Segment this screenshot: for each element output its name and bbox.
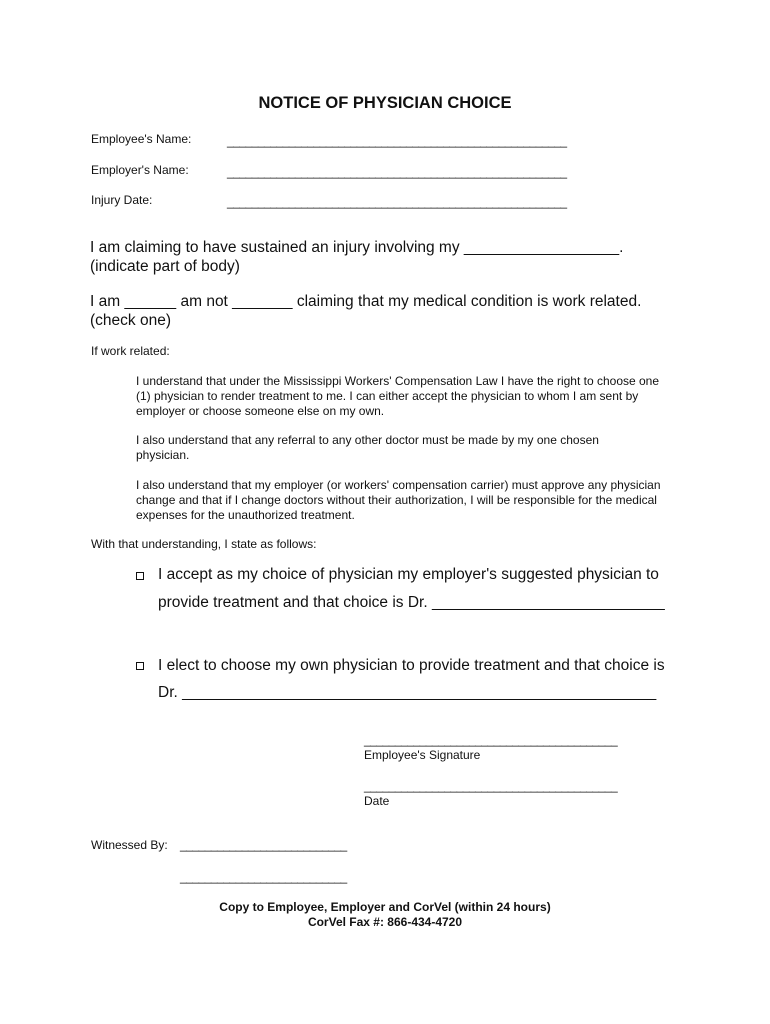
elect-option-line1: I elect to choose my own physician to provide treatment and that choice is [158,657,665,674]
with-understanding-text: With that understanding, I state as follows: [91,537,317,551]
claim-hint: (check one) [90,312,171,329]
claim-statement: I am ______ am not _______ claiming that my medical condition is work related. [90,293,642,310]
elect-option-line2: Dr. _______________________________________________________ [158,684,657,701]
employee-name-label: Employee's Name: [91,132,192,146]
employer-name-label: Employer's Name: [91,163,189,177]
document-title: NOTICE OF PHYSICIAN CHOICE [258,94,512,112]
witness-line-2[interactable]: ___________________________ [180,870,347,884]
employer-name-field[interactable]: _______________________________________________________ [227,165,567,179]
footer-copy-instructions: Copy to Employee, Employer and CorVel (within 24 hours) [219,900,551,914]
if-work-related-label: If work related: [91,344,170,358]
date-label: Date [364,794,390,808]
paragraph-referral: I also understand that any referral to any other doctor must be made by my one chosen physician. [136,433,599,462]
injury-date-field[interactable]: _______________________________________________________ [227,195,567,209]
injury-hint: (indicate part of body) [90,258,240,275]
paragraph-physician-change: I also understand that my employer (or workers' compensation carrier) must approve any physician change and that if I change doctors without their authorization, I will be responsible for the medical expenses for the unauthorized treatment. [136,478,661,522]
employee-signature-label: Employee's Signature [364,748,481,762]
footer-fax-number: CorVel Fax #: 866-434-4720 [307,915,463,929]
accept-employer-physician-checkbox[interactable] [136,572,144,580]
employee-signature-line[interactable]: _________________________________________ [364,733,618,747]
witnessed-by-label: Witnessed By: [91,838,168,852]
date-line[interactable]: _________________________________________ [364,779,618,793]
elect-own-physician-checkbox[interactable] [136,662,144,670]
accept-option-line2: provide treatment and that choice is Dr. ___________________________ [158,594,665,611]
accept-option-line1: I accept as my choice of physician my employer's suggested physician to [158,566,659,583]
witness-line-1[interactable]: ___________________________ [180,838,347,852]
employee-name-field[interactable]: _______________________________________________________ [227,134,567,148]
injury-date-label: Injury Date: [91,193,153,207]
paragraph-right-to-choose: I understand that under the Mississippi Workers' Compensation Law I have the right to choose one (1) physician to render treatment to me. I can either accept the physician to whom I am sent by employer or choose someone else on my own. [136,374,660,418]
injury-statement: I am claiming to have sustained an injury involving my __________________. [90,239,624,256]
